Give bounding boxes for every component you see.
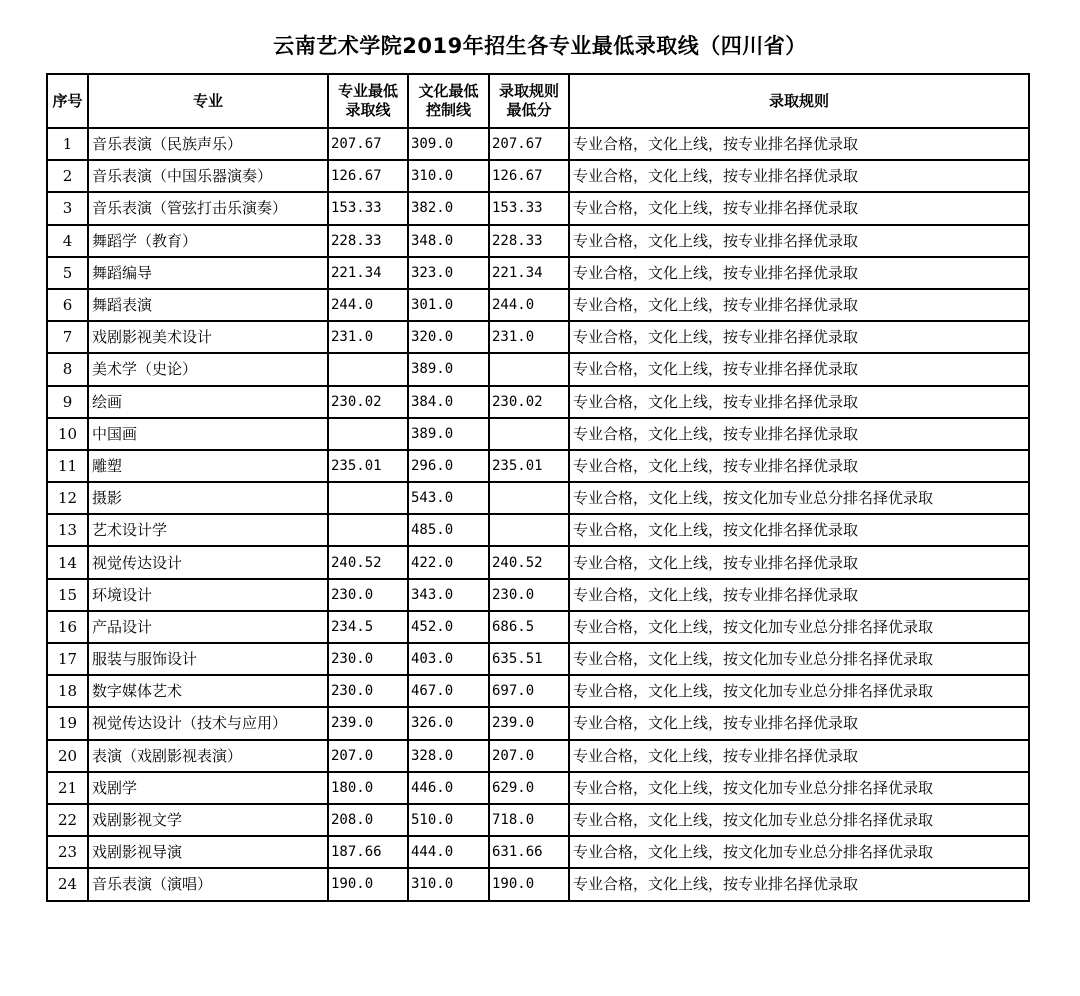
cell-major: 产品设计: [88, 611, 328, 643]
cell-cult-min: 326.0: [408, 707, 489, 739]
table-row: [47, 579, 1029, 611]
table-row: [47, 482, 1029, 514]
cell-rule: 专业合格，文化上线，按文化加专业总分排名择优录取: [569, 482, 1029, 514]
cell-rule-min: 697.0: [489, 675, 569, 707]
cell-prof-min: 180.0: [328, 772, 408, 804]
cell-no: 14: [47, 546, 88, 578]
cell-prof-min: 230.0: [328, 675, 408, 707]
cell-rule-min: 235.01: [489, 450, 569, 482]
cell-no: 19: [47, 707, 88, 739]
cell-rule-min: 239.0: [489, 707, 569, 739]
cell-rule-min: 230.0: [489, 579, 569, 611]
cell-major: 音乐表演（中国乐器演奏）: [88, 160, 328, 192]
cell-major: 摄影: [88, 482, 328, 514]
cell-cult-min: 485.0: [408, 514, 489, 546]
cell-rule-min: 629.0: [489, 772, 569, 804]
cell-prof-min: 207.0: [328, 740, 408, 772]
cell-cult-min: 389.0: [408, 418, 489, 450]
header-rule-min: [489, 74, 569, 128]
cell-rule-min: 126.67: [489, 160, 569, 192]
table-body: [47, 128, 1029, 901]
cell-rule-min: 631.66: [489, 836, 569, 868]
cell-major: 戏剧影视导演: [88, 836, 328, 868]
cell-rule: 专业合格，文化上线，按文化加专业总分排名择优录取: [569, 804, 1029, 836]
cell-major: 舞蹈表演: [88, 289, 328, 321]
cell-prof-min: 221.34: [328, 257, 408, 289]
cell-rule-min: 221.34: [489, 257, 569, 289]
cell-prof-min: [328, 418, 408, 450]
cell-prof-min: 240.52: [328, 546, 408, 578]
cell-no: 9: [47, 386, 88, 418]
table-row: [47, 804, 1029, 836]
cell-prof-min: 239.0: [328, 707, 408, 739]
cell-no: 5: [47, 257, 88, 289]
table-row: [47, 450, 1029, 482]
cell-rule-min: 230.02: [489, 386, 569, 418]
header-rule-min-line2: 最低分: [506, 101, 552, 119]
cell-rule: 专业合格，文化上线，按文化排名择优录取: [569, 514, 1029, 546]
header-no: 序号: [47, 74, 88, 128]
header-rule: 录取规则: [569, 74, 1029, 128]
table-row: [47, 611, 1029, 643]
cell-major: 音乐表演（管弦打击乐演奏）: [88, 192, 328, 224]
table-row: [47, 225, 1029, 257]
cell-rule: 专业合格，文化上线，按专业排名择优录取: [569, 546, 1029, 578]
cell-cult-min: 320.0: [408, 321, 489, 353]
cell-rule-min: 635.51: [489, 643, 569, 675]
cell-rule-min: [489, 482, 569, 514]
cell-rule: 专业合格，文化上线，按专业排名择优录取: [569, 353, 1029, 385]
cell-no: 7: [47, 321, 88, 353]
cell-no: 13: [47, 514, 88, 546]
cell-rule: 专业合格，文化上线，按专业排名择优录取: [569, 289, 1029, 321]
cell-rule-min: 718.0: [489, 804, 569, 836]
header-prof-min: [328, 74, 408, 128]
cell-rule-min: [489, 353, 569, 385]
cell-major: 绘画: [88, 386, 328, 418]
cell-no: 15: [47, 579, 88, 611]
cell-no: 11: [47, 450, 88, 482]
admission-table: [46, 73, 1030, 902]
cell-prof-min: 207.67: [328, 128, 408, 160]
cell-prof-min: 190.0: [328, 868, 408, 900]
cell-major: 音乐表演（演唱）: [88, 868, 328, 900]
cell-prof-min: [328, 353, 408, 385]
cell-prof-min: [328, 482, 408, 514]
cell-rule: 专业合格，文化上线，按专业排名择优录取: [569, 707, 1029, 739]
cell-rule: 专业合格，文化上线，按专业排名择优录取: [569, 386, 1029, 418]
cell-rule-min: [489, 514, 569, 546]
cell-rule: 专业合格，文化上线，按专业排名择优录取: [569, 450, 1029, 482]
cell-cult-min: 328.0: [408, 740, 489, 772]
cell-no: 22: [47, 804, 88, 836]
header-major: 专业: [88, 74, 328, 128]
cell-no: 20: [47, 740, 88, 772]
cell-prof-min: 244.0: [328, 289, 408, 321]
cell-rule: 专业合格，文化上线，按文化加专业总分排名择优录取: [569, 836, 1029, 868]
cell-cult-min: 510.0: [408, 804, 489, 836]
table-row: [47, 128, 1029, 160]
table-row: [47, 353, 1029, 385]
cell-rule: 专业合格，文化上线，按文化加专业总分排名择优录取: [569, 675, 1029, 707]
cell-rule-min: 231.0: [489, 321, 569, 353]
header-cult-min-line2: 控制线: [425, 101, 471, 119]
cell-no: 21: [47, 772, 88, 804]
cell-no: 1: [47, 128, 88, 160]
cell-no: 16: [47, 611, 88, 643]
cell-prof-min: 208.0: [328, 804, 408, 836]
cell-cult-min: 348.0: [408, 225, 489, 257]
cell-no: 17: [47, 643, 88, 675]
table-row: [47, 643, 1029, 675]
table-row: [47, 514, 1029, 546]
header-cult-min-line1: 文化最低: [418, 82, 479, 100]
cell-major: 戏剧影视美术设计: [88, 321, 328, 353]
cell-major: 表演（戏剧影视表演）: [88, 740, 328, 772]
cell-cult-min: 309.0: [408, 128, 489, 160]
table-row: [47, 257, 1029, 289]
cell-rule: 专业合格，文化上线，按专业排名择优录取: [569, 321, 1029, 353]
page-title: 云南艺术学院2019年招生各专业最低录取线（四川省）: [273, 34, 807, 58]
cell-cult-min: 543.0: [408, 482, 489, 514]
cell-rule: 专业合格，文化上线，按专业排名择优录取: [569, 418, 1029, 450]
cell-major: 艺术设计学: [88, 514, 328, 546]
cell-rule: 专业合格，文化上线，按专业排名择优录取: [569, 225, 1029, 257]
cell-no: 2: [47, 160, 88, 192]
table-row: [47, 546, 1029, 578]
cell-major: 视觉传达设计（技术与应用）: [88, 707, 328, 739]
cell-no: 18: [47, 675, 88, 707]
header-cult-min: [408, 74, 489, 128]
cell-cult-min: 384.0: [408, 386, 489, 418]
cell-rule-min: 240.52: [489, 546, 569, 578]
cell-cult-min: 446.0: [408, 772, 489, 804]
cell-no: 10: [47, 418, 88, 450]
cell-cult-min: 301.0: [408, 289, 489, 321]
table-row: [47, 192, 1029, 224]
cell-cult-min: 444.0: [408, 836, 489, 868]
cell-cult-min: 452.0: [408, 611, 489, 643]
cell-rule-min: 244.0: [489, 289, 569, 321]
cell-rule: 专业合格，文化上线，按专业排名择优录取: [569, 128, 1029, 160]
cell-major: 视觉传达设计: [88, 546, 328, 578]
table-row: [47, 868, 1029, 900]
cell-no: 12: [47, 482, 88, 514]
cell-rule: 专业合格，文化上线，按文化加专业总分排名择优录取: [569, 772, 1029, 804]
cell-prof-min: 235.01: [328, 450, 408, 482]
table-row: [47, 740, 1029, 772]
cell-rule: 专业合格，文化上线，按专业排名择优录取: [569, 257, 1029, 289]
cell-prof-min: 228.33: [328, 225, 408, 257]
header-prof-min-line1: 专业最低: [337, 82, 398, 100]
cell-major: 服装与服饰设计: [88, 643, 328, 675]
cell-rule: 专业合格，文化上线，按专业排名择优录取: [569, 160, 1029, 192]
table-row: [47, 418, 1029, 450]
cell-prof-min: 230.0: [328, 579, 408, 611]
cell-rule: 专业合格，文化上线，按文化加专业总分排名择优录取: [569, 643, 1029, 675]
header-prof-min-line2: 录取线: [345, 101, 391, 119]
cell-rule: 专业合格，文化上线，按文化加专业总分排名择优录取: [569, 611, 1029, 643]
cell-major: 中国画: [88, 418, 328, 450]
cell-prof-min: 126.67: [328, 160, 408, 192]
cell-rule-min: 686.5: [489, 611, 569, 643]
cell-rule-min: 190.0: [489, 868, 569, 900]
cell-rule-min: 228.33: [489, 225, 569, 257]
cell-rule: 专业合格，文化上线，按专业排名择优录取: [569, 192, 1029, 224]
cell-rule-min: 153.33: [489, 192, 569, 224]
cell-cult-min: 403.0: [408, 643, 489, 675]
cell-prof-min: 187.66: [328, 836, 408, 868]
cell-cult-min: 296.0: [408, 450, 489, 482]
cell-prof-min: 230.0: [328, 643, 408, 675]
cell-no: 6: [47, 289, 88, 321]
cell-cult-min: 310.0: [408, 160, 489, 192]
table-row: [47, 289, 1029, 321]
cell-cult-min: 323.0: [408, 257, 489, 289]
cell-prof-min: 231.0: [328, 321, 408, 353]
cell-no: 4: [47, 225, 88, 257]
cell-major: 舞蹈编导: [88, 257, 328, 289]
table-header-row: [47, 74, 1029, 128]
cell-cult-min: 310.0: [408, 868, 489, 900]
cell-no: 8: [47, 353, 88, 385]
table-row: [47, 160, 1029, 192]
cell-rule: 专业合格，文化上线，按专业排名择优录取: [569, 579, 1029, 611]
table-row: [47, 386, 1029, 418]
cell-cult-min: 389.0: [408, 353, 489, 385]
cell-prof-min: 234.5: [328, 611, 408, 643]
cell-prof-min: 230.02: [328, 386, 408, 418]
cell-major: 雕塑: [88, 450, 328, 482]
cell-major: 戏剧影视文学: [88, 804, 328, 836]
cell-major: 美术学（史论）: [88, 353, 328, 385]
cell-cult-min: 343.0: [408, 579, 489, 611]
table-row: [47, 707, 1029, 739]
cell-prof-min: 153.33: [328, 192, 408, 224]
cell-prof-min: [328, 514, 408, 546]
table-row: [47, 675, 1029, 707]
cell-cult-min: 382.0: [408, 192, 489, 224]
cell-no: 24: [47, 868, 88, 900]
cell-no: 3: [47, 192, 88, 224]
cell-rule: 专业合格，文化上线，按专业排名择优录取: [569, 868, 1029, 900]
cell-major: 数字媒体艺术: [88, 675, 328, 707]
table-row: [47, 321, 1029, 353]
cell-major: 环境设计: [88, 579, 328, 611]
cell-rule: 专业合格，文化上线，按专业排名择优录取: [569, 740, 1029, 772]
cell-cult-min: 467.0: [408, 675, 489, 707]
cell-rule-min: [489, 418, 569, 450]
cell-rule-min: 207.0: [489, 740, 569, 772]
table-row: [47, 836, 1029, 868]
cell-major: 戏剧学: [88, 772, 328, 804]
header-rule-min-line1: 录取规则: [498, 82, 559, 100]
cell-no: 23: [47, 836, 88, 868]
cell-major: 舞蹈学（教育）: [88, 225, 328, 257]
cell-major: 音乐表演（民族声乐）: [88, 128, 328, 160]
table-row: [47, 772, 1029, 804]
cell-cult-min: 422.0: [408, 546, 489, 578]
cell-rule-min: 207.67: [489, 128, 569, 160]
